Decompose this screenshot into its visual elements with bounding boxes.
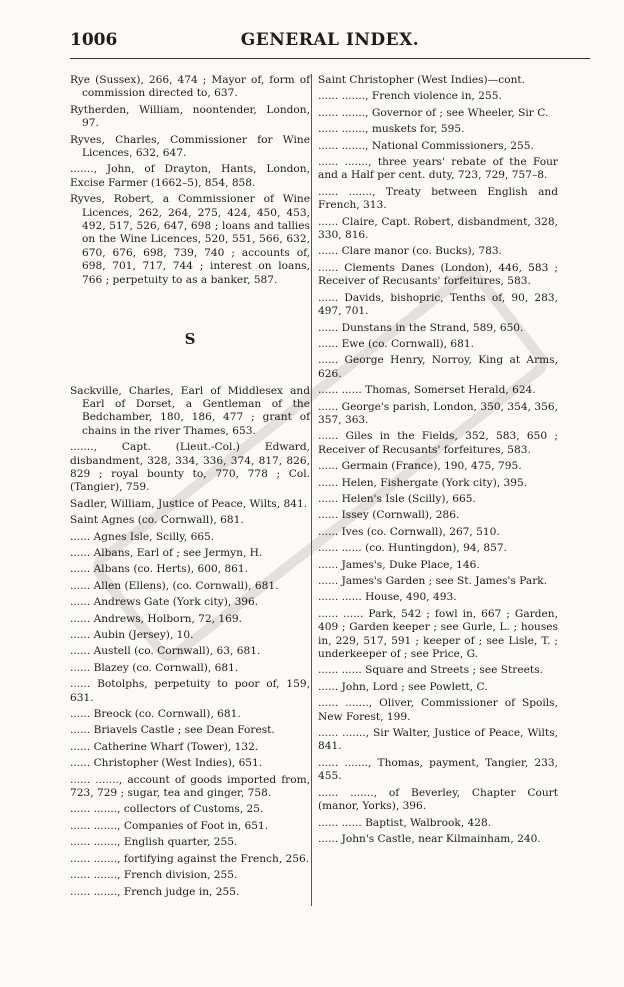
index-entry: ...... ...... House, 490, 493. [318,591,457,604]
index-entry: ...... ...... (co. Huntingdon), 94, 857. [318,542,507,555]
index-entry: Ryves, Robert, a Commissioner of Wine Licences, 262, 264, 275, 424, 450, 453, 492, 517, 526, 647, 698 ; loans and tallies on the Wine Licences, 520, 551, 566, 632, 670, 676, 698, 739, 740 ; accounts of, 698, 701, 717, 744 ; interest on loans, 766 ; perpetuity to as a banker, 587. [70,193,310,286]
index-entry: ...... Clements Danes (London), 446, 583 ; Receiver of Recusants' forfeitures, 583. [318,261,558,288]
index-entry: ...... ...... Square and Streets ; see Streets. [318,664,543,677]
index-entry: ...... Breock (co. Cornwall), 681. [70,708,241,721]
index-entry: ...... Austell (co. Cornwall), 63, 681. [70,645,261,658]
header-rule [70,58,590,59]
column-divider [311,74,312,906]
index-entry: ...... James's, Duke Place, 146. [318,558,480,571]
index-entry: ...... ......., fortifying against the French, 256. [70,852,310,865]
index-entry: ...... James's Garden ; see St. James's Park. [318,575,548,587]
index-entry: ...... ...... Baptist, Walbrook, 428. [318,816,492,829]
index-entry: ...... Ives (co. Cornwall), 267, 510. [318,525,500,538]
page-header [70,30,590,52]
index-entry: ...... Andrews, Holborn, 72, 169. [70,612,242,625]
index-entry: ...... Albans, Earl of ; see Jermyn, H. [70,546,263,559]
index-entry: ...... ......., Companies of Foot in, 651. [70,819,269,832]
index-column-right [318,74,558,849]
index-entry: Rye (Sussex), 266, 474 ; Mayor of, form of commission directed to, 637. [70,74,310,100]
page-number: 1006 [70,30,118,50]
index-entry: ...... John, Lord ; see Powlett, C. [318,680,488,693]
index-entry: ...... Agnes Isle, Scilly, 665. [70,530,215,543]
index-entry: ......., Capt. (Lieut.-Col.) Edward, disbandment, 328, 334, 336, 374, 817, 826, 829 ; royal bounty to, 770, 778 ; Col. (Tangier), 759. [70,441,310,494]
index-entry: ...... George Henry, Norroy, King at Arms, 626. [318,354,558,380]
index-entry: ...... ...... Park, 542 ; fowl in, 667 ; Garden, 409 ; Garden keeper ; see Gurle, L. ; houses in, 229, 517, 591 ; keeper of ; see Lisle, T. ; underkeeper of ; see Price, G. [318,607,558,661]
section-letter: S [184,330,196,349]
index-entry: Sackville, Charles, Earl of Middlesex and Earl of Dorset, a Gentleman of the Bedchamber, 180, 186, 477 ; grant of chains in the river Thames, 653. [70,384,310,437]
index-entry: ...... ......., French division, 255. [70,869,238,882]
index-entry: ...... ......., muskets for, 595. [318,123,465,136]
index-entry: ...... ......., Sir Walter, Justice of Peace, Wilts, 841. [318,727,558,753]
index-entry: Ryves, Charles, Commissioner for Wine Licences, 632, 647. [70,133,310,160]
index-entry: ...... Davids, bishopric, Tenths of, 90, 283, 497, 701. [318,291,558,318]
index-entry: ...... Botolphs, perpetuity to poor of, 159, 631. [70,678,310,704]
index-entry: ......., John, of Drayton, Hants, London, Excise Farmer (1662–5), 854, 858. [70,163,310,189]
index-entry: ...... Clare manor (co. Bucks), 783. [318,245,502,258]
index-entry: ...... Andrews Gate (York city), 396. [70,596,259,609]
index-entry: ...... ......., of Beverley, Chapter Court (manor, Yorks), 396. [318,786,558,813]
index-entry: ...... ......., Treaty between English and French, 313. [318,185,558,212]
index-entry: ...... Claire, Capt. Robert, disbandment, 328, 330, 816. [318,215,558,242]
index-entry: ...... ......., Oliver, Commissioner of Spoils, New Forest, 199. [318,697,558,723]
index-entry: ...... Issey (Cornwall), 286. [318,509,460,522]
index-entry: ...... ......., National Commissioners, 255. [318,139,534,152]
index-entry: Sadler, William, Justice of Peace, Wilts, 841. [70,497,308,510]
index-entry: ...... John's Castle, near Kilmainham, 240. [318,832,541,845]
index-entry: ...... Albans (co. Herts), 600, 861. [70,563,249,576]
index-entry: ...... ......., account of goods imported from, 723, 729 ; sugar, tea and ginger, 758. [70,773,310,800]
index-entry: Saint Christopher (West Indies)—cont. [318,74,526,86]
index-entry: ...... Catherine Wharf (Tower), 132. [70,740,259,753]
index-entry: ...... ......., French violence in, 255. [318,90,502,103]
index-entry: ...... Aubin (Jersey), 10. [70,629,194,641]
index-entry: ...... Helen, Fishergate (York city), 395. [318,476,528,489]
index-entry: ...... George's parish, London, 350, 354, 356, 357, 363. [318,400,558,426]
page-title: GENERAL INDEX. [240,30,420,50]
index-entry: Saint Agnes (co. Cornwall), 681. [70,514,244,527]
index-entry: ...... Briavels Castle ; see Dean Forest. [70,724,275,737]
index-entry: ...... Dunstans in the Strand, 589, 650. [318,321,524,334]
index-entry: ...... Blazey (co. Cornwall), 681. [70,661,239,674]
index-entry: ...... ......., Thomas, payment, Tangier, 233, 455. [318,756,558,783]
index-entry: Rytherden, William, noontender, London, 97. [70,103,310,130]
index-entry: ...... Helen's Isle (Scilly), 665. [318,492,476,505]
index-entry: ...... Germain (France), 190, 475, 795. [318,460,522,473]
index-entry: ...... ...... Thomas, Somerset Herald, 624. [318,384,536,397]
index-entry: ...... ......., English quarter, 255. [70,836,238,849]
index-entry: ...... ......., French judge in, 255. [70,885,240,898]
index-entry: ...... Giles in the Fields, 352, 583, 650 ; Receiver of Recusants' forfeitures, 583. [318,430,558,456]
index-entry: ...... Ewe (co. Cornwall), 681. [318,337,474,350]
index-entry: ...... Allen (Ellens), (co. Cornwall), 681. [70,579,279,592]
index-entry: ...... ......., three years' rebate of the Four and a Half per cent. duty, 723, 729, 757–8. [318,156,558,182]
index-entry: ...... ......., Governor of ; see Wheeler, Sir C. [318,106,549,119]
index-entry: ...... Christopher (West Indies), 651. [70,757,263,770]
index-entry: ...... ......., collectors of Customs, 25. [70,803,264,816]
index-column-left [70,74,310,902]
